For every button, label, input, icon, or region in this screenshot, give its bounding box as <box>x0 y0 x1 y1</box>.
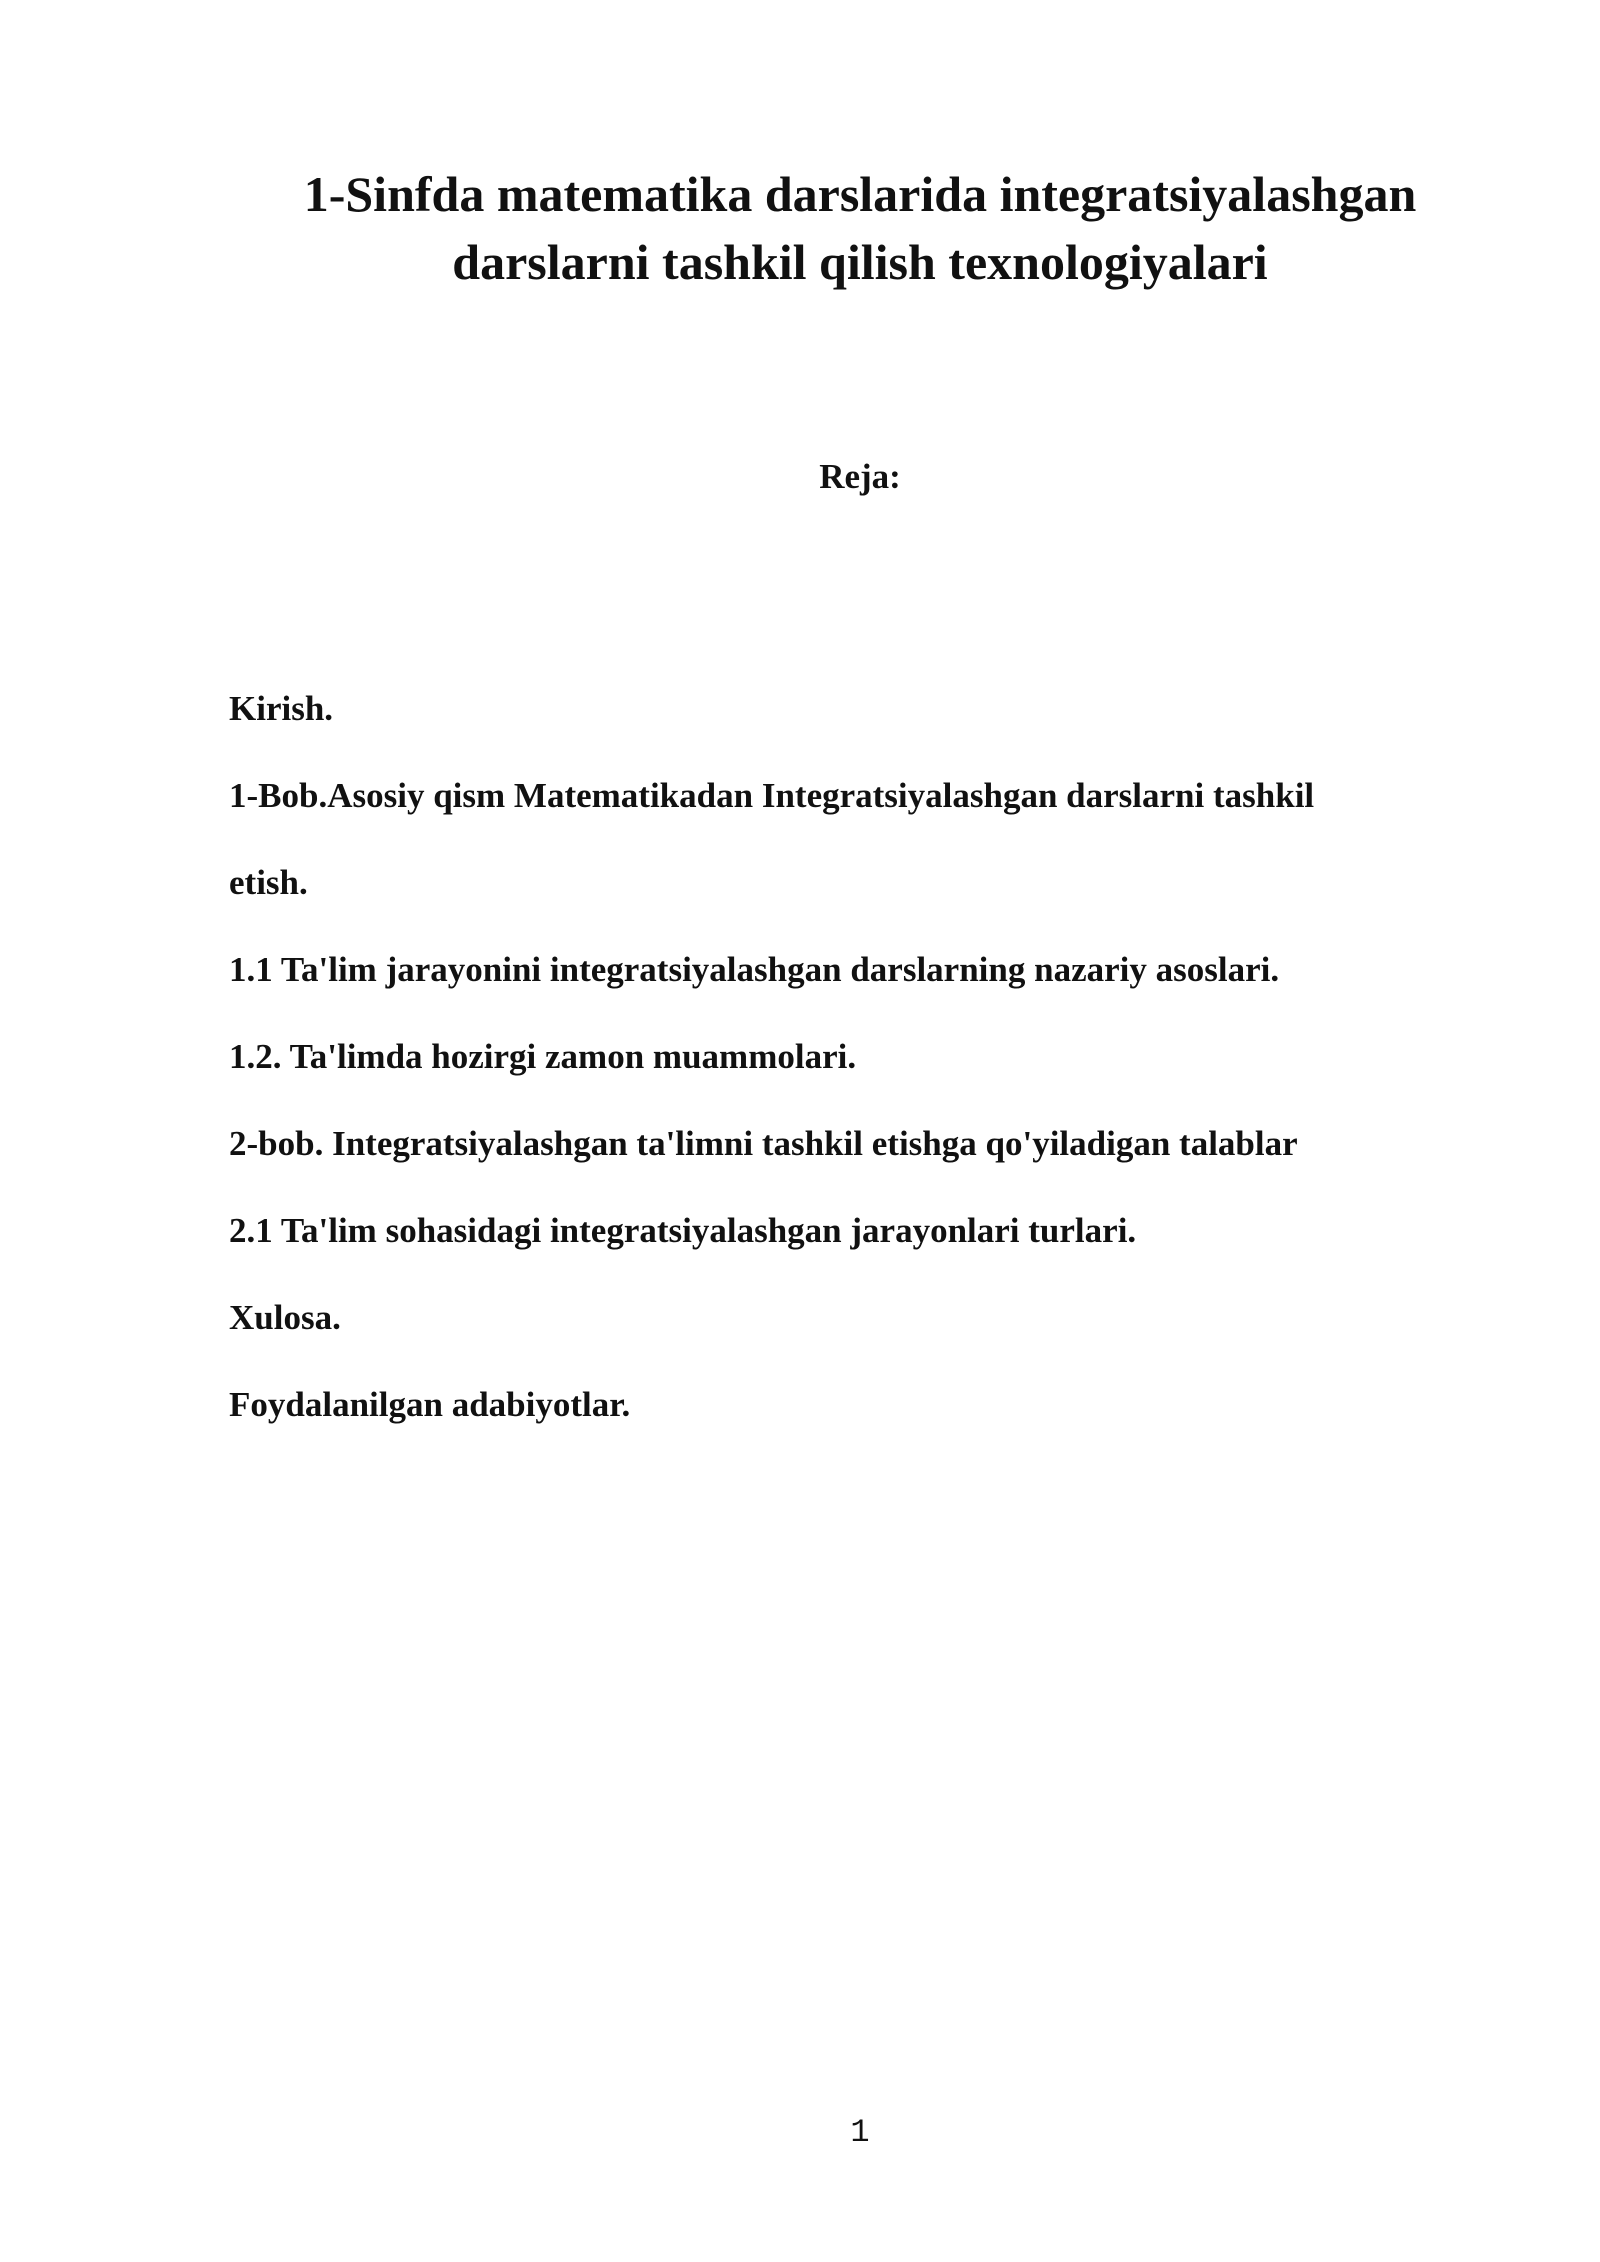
plan-item-section-1-2: 1.2. Ta'limda hozirgi zamon muammolari. <box>229 1037 857 1076</box>
plan-item-chapter-2: 2-bob. Integratsiyalashgan ta'limni tashkil etishga qo'yiladigan talablar <box>229 1124 1298 1163</box>
plan-item-chapter-1-continued: etish. <box>229 863 308 902</box>
plan-item-references: Foydalanilgan adabiyotlar. <box>229 1385 631 1424</box>
plan-item-conclusion: Xulosa. <box>229 1298 341 1337</box>
plan-item-chapter-1: 1-Bob.Asosiy qism Matematikadan Integratsiyalashgan darslarni tashkil <box>229 776 1315 815</box>
document-title <box>200 160 1520 296</box>
plan-item-section-2-1: 2.1 Ta'lim sohasidagi integratsiyalashgan jarayonlari turlari. <box>229 1211 1137 1250</box>
plan-item-introduction: Kirish. <box>229 689 334 728</box>
title-line-1: 1-Sinfda matematika darslarida integratsiyalashgan <box>303 166 1417 222</box>
plan-item-section-1-1: 1.1 Ta'lim jarayonini integratsiyalashgan darslarning nazariy asoslari. <box>229 950 1280 989</box>
plan-list <box>229 684 1479 1467</box>
page-number: 1 <box>850 2114 870 2151</box>
plan-heading: Reja: <box>819 457 901 496</box>
title-line-2: darslarni tashkil qilish texnologiyalari <box>452 234 1268 290</box>
